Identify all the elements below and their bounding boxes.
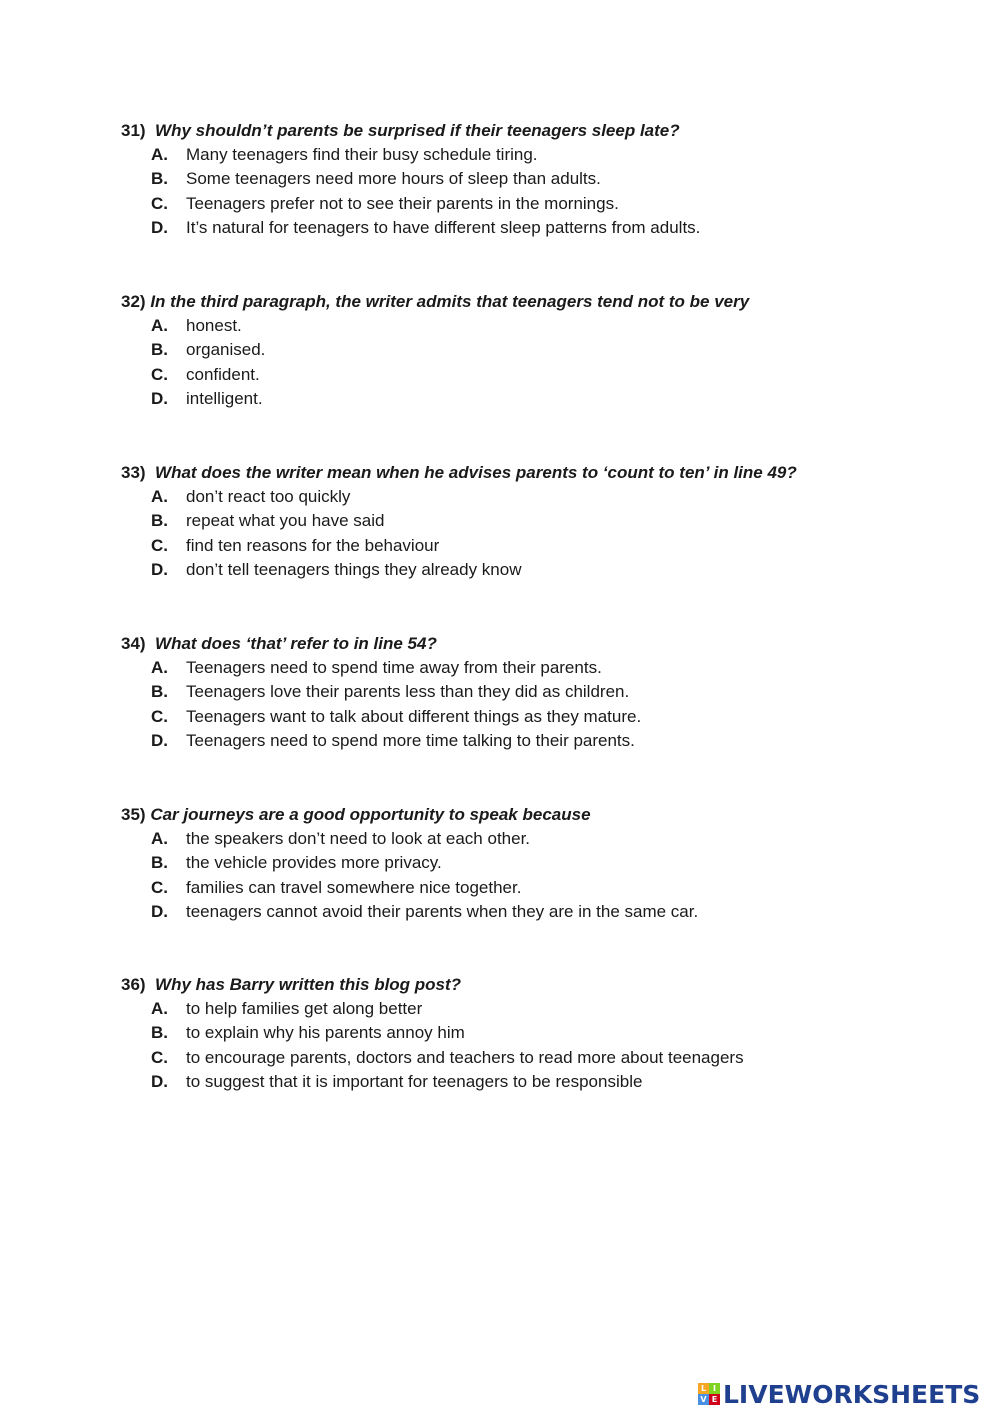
option-text: Teenagers love their parents less than they did as children. bbox=[186, 682, 630, 702]
option-letter: A. bbox=[151, 145, 168, 164]
option-text: to explain why his parents annoy him bbox=[186, 1023, 465, 1043]
option-c[interactable] bbox=[121, 1046, 881, 1070]
question-text: What does the writer mean when he advises parents to ‘count to ten’ in line 49? bbox=[155, 463, 797, 482]
logo-tile-e: E bbox=[709, 1394, 720, 1405]
option-a[interactable] bbox=[121, 485, 881, 509]
option-c[interactable] bbox=[121, 363, 881, 387]
liveworksheets-icon bbox=[698, 1383, 720, 1405]
option-text: It’s natural for teenagers to have different sleep patterns from adults. bbox=[186, 218, 701, 238]
option-b[interactable] bbox=[121, 509, 881, 533]
option-text: find ten reasons for the behaviour bbox=[186, 535, 440, 555]
option-letter: D. bbox=[151, 389, 168, 409]
brand-name: LIVEWORKSHEETS bbox=[723, 1379, 981, 1409]
option-d[interactable] bbox=[121, 1070, 881, 1094]
option-letter: A. bbox=[151, 999, 168, 1018]
option-letter: D. bbox=[151, 902, 168, 922]
question-text: Car journeys are a good opportunity to speak because bbox=[150, 805, 591, 824]
liveworksheets-logo bbox=[698, 1378, 980, 1410]
option-letter: B. bbox=[151, 340, 168, 360]
logo-tile-v: V bbox=[698, 1394, 709, 1405]
option-letter: B. bbox=[151, 1023, 168, 1043]
option-text: to encourage parents, doctors and teachers to read more about teenagers bbox=[186, 1047, 744, 1067]
option-d[interactable] bbox=[121, 387, 881, 411]
option-text: don’t react too quickly bbox=[186, 487, 351, 506]
question-text: What does ‘that’ refer to in line 54? bbox=[155, 634, 437, 653]
question-number: 32) bbox=[121, 292, 146, 311]
option-b[interactable] bbox=[121, 167, 881, 191]
option-letter: D. bbox=[151, 218, 168, 238]
option-letter: B. bbox=[151, 169, 168, 189]
question-number: 35) bbox=[121, 805, 146, 824]
option-letter: C. bbox=[151, 535, 168, 555]
option-c[interactable] bbox=[121, 876, 881, 900]
option-letter: D. bbox=[151, 731, 168, 751]
option-text: intelligent. bbox=[186, 389, 263, 409]
question-number: 36) bbox=[121, 975, 146, 994]
option-letter: D. bbox=[151, 1072, 168, 1092]
option-letter: C. bbox=[151, 193, 168, 213]
option-c[interactable] bbox=[121, 705, 881, 729]
option-a[interactable] bbox=[121, 997, 881, 1021]
option-d[interactable] bbox=[121, 900, 881, 924]
option-a[interactable] bbox=[121, 827, 881, 851]
option-d[interactable] bbox=[121, 216, 881, 240]
option-letter: A. bbox=[151, 829, 168, 848]
option-text: teenagers cannot avoid their parents when they are in the same car. bbox=[186, 902, 699, 922]
logo-tile-i: I bbox=[709, 1383, 720, 1394]
option-text: Teenagers want to talk about different things as they mature. bbox=[186, 706, 642, 726]
option-text: Many teenagers find their busy schedule tiring. bbox=[186, 145, 538, 164]
question-32 bbox=[121, 290, 881, 412]
option-text: Teenagers need to spend more time talking to their parents. bbox=[186, 731, 635, 751]
option-text: to help families get along better bbox=[186, 999, 423, 1018]
option-text: Teenagers prefer not to see their parents in the mornings. bbox=[186, 193, 619, 213]
option-b[interactable] bbox=[121, 851, 881, 875]
option-text: confident. bbox=[186, 364, 260, 384]
option-b[interactable] bbox=[121, 338, 881, 362]
option-text: honest. bbox=[186, 316, 242, 335]
option-text: Some teenagers need more hours of sleep than adults. bbox=[186, 169, 601, 189]
option-letter: D. bbox=[151, 560, 168, 580]
question-33 bbox=[121, 461, 881, 583]
question-number: 34) bbox=[121, 634, 146, 653]
option-text: families can travel somewhere nice together. bbox=[186, 877, 522, 897]
option-letter: C. bbox=[151, 364, 168, 384]
question-heading bbox=[121, 119, 881, 143]
option-letter: A. bbox=[151, 658, 168, 677]
question-heading bbox=[121, 803, 881, 827]
option-letter: B. bbox=[151, 682, 168, 702]
question-35 bbox=[121, 803, 881, 925]
question-text: In the third paragraph, the writer admits that teenagers tend not to be very bbox=[150, 292, 750, 311]
logo-tile-l: L bbox=[698, 1383, 709, 1394]
question-heading bbox=[121, 973, 881, 997]
question-31 bbox=[121, 119, 881, 241]
option-letter: B. bbox=[151, 853, 168, 873]
option-text: Teenagers need to spend time away from their parents. bbox=[186, 658, 602, 677]
option-letter: B. bbox=[151, 511, 168, 531]
question-heading bbox=[121, 632, 881, 656]
option-c[interactable] bbox=[121, 192, 881, 216]
option-d[interactable] bbox=[121, 558, 881, 582]
option-a[interactable] bbox=[121, 314, 881, 338]
option-b[interactable] bbox=[121, 680, 881, 704]
option-letter: C. bbox=[151, 877, 168, 897]
question-heading bbox=[121, 461, 881, 485]
question-number: 33) bbox=[121, 463, 146, 482]
question-text: Why has Barry written this blog post? bbox=[155, 975, 462, 994]
option-text: to suggest that it is important for teenagers to be responsible bbox=[186, 1072, 643, 1092]
question-text: Why shouldn’t parents be surprised if their teenagers sleep late? bbox=[155, 121, 680, 140]
question-heading bbox=[121, 290, 881, 314]
option-a[interactable] bbox=[121, 656, 881, 680]
option-c[interactable] bbox=[121, 534, 881, 558]
option-letter: C. bbox=[151, 1047, 168, 1067]
option-text: organised. bbox=[186, 340, 266, 360]
option-text: repeat what you have said bbox=[186, 511, 385, 531]
option-d[interactable] bbox=[121, 729, 881, 753]
option-text: the vehicle provides more privacy. bbox=[186, 853, 442, 873]
option-text: don’t tell teenagers things they already know bbox=[186, 560, 522, 580]
question-36 bbox=[121, 973, 881, 1095]
option-text: the speakers don’t need to look at each other. bbox=[186, 829, 531, 848]
option-letter: A. bbox=[151, 487, 168, 506]
option-b[interactable] bbox=[121, 1021, 881, 1045]
option-letter: C. bbox=[151, 706, 168, 726]
question-34 bbox=[121, 632, 881, 754]
question-number: 31) bbox=[121, 121, 146, 140]
option-a[interactable] bbox=[121, 143, 881, 167]
option-letter: A. bbox=[151, 316, 168, 335]
